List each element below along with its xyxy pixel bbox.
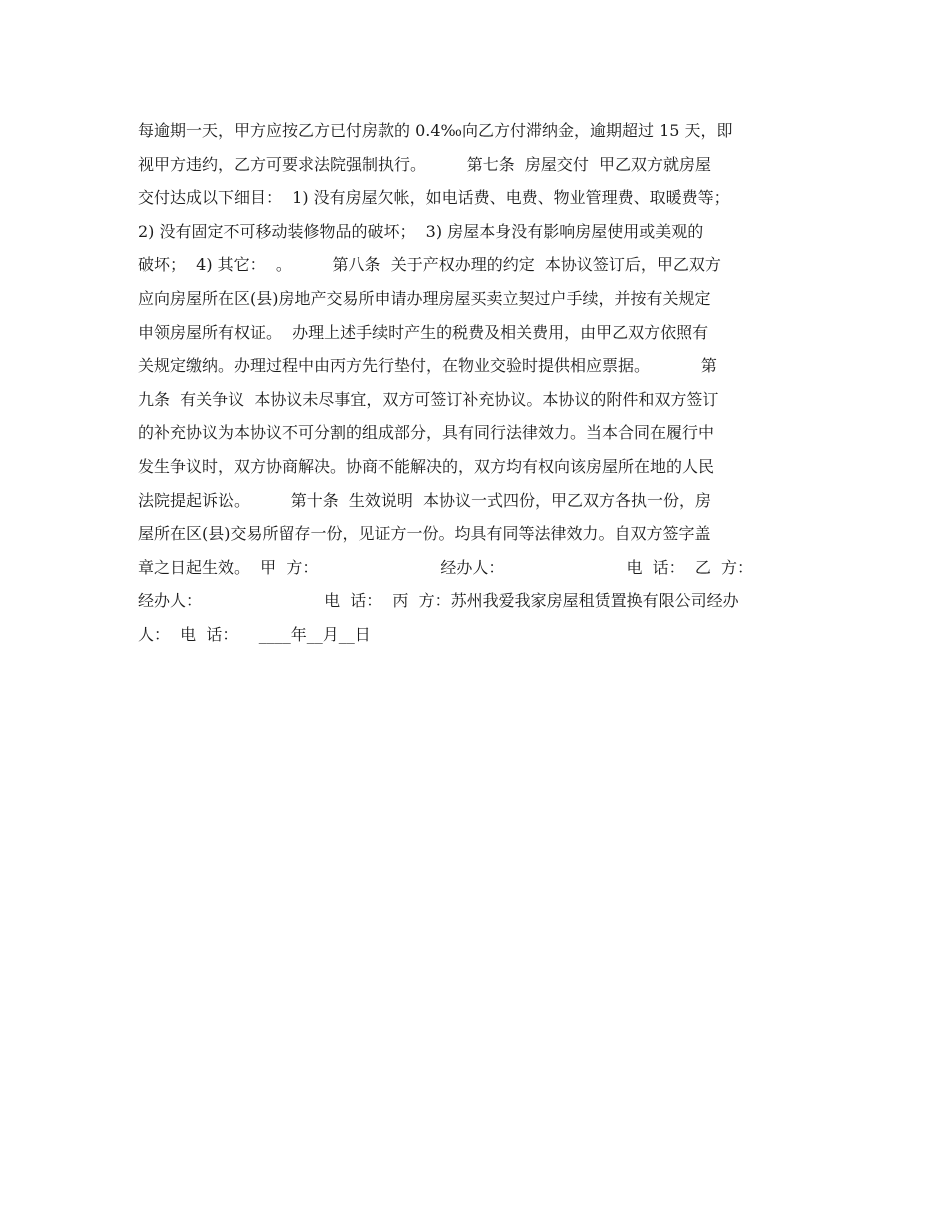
text-line-5: 破坏； 4) 其它： 。 第八条 关于产权办理的约定 本协议签订后，甲乙双方 bbox=[138, 255, 721, 275]
text-line-4: 2) 没有固定不可移动装修物品的破坏； 3) 房屋本身没有影响房屋使用或美观的 bbox=[138, 221, 704, 241]
text-line-13: 屋所在区(县)交易所留存一份，见证方一份。均具有同等法律效力。自双方签字盖 bbox=[138, 524, 711, 544]
contract-body-text bbox=[138, 114, 828, 652]
text-line-11: 发生争议时，双方协商解决。协商不能解决的，双方均有权向该房屋所在地的人民 bbox=[138, 456, 715, 476]
text-line-6: 应向房屋所在区(县)房地产交易所申请办理房屋买卖立契过户手续，并按有关规定 bbox=[138, 288, 711, 308]
text-line-12: 法院提起诉讼。 第十条 生效说明 本协议一式四份，甲乙双方各执一份，房 bbox=[138, 490, 712, 510]
text-line-7: 申领房屋所有权证。 办理上述手续时产生的税费及相关费用，由甲乙双方依照有 bbox=[138, 322, 709, 342]
text-line-1: 每逾期一天，甲方应按乙方已付房款的 0.4‰向乙方付滞纳金，逾期超过 15 天，即 bbox=[138, 121, 733, 140]
text-line-9: 九条 有关争议 本协议未尽事宜，双方可签订补充协议。本协议的附件和双方签订 bbox=[138, 389, 719, 409]
signature-line-party-c: 经办人： 电 话： 丙 方：苏州我爱我家房屋租赁置换有限公司经办 bbox=[138, 591, 739, 611]
text-line-3: 交付达成以下细目： 1) 没有房屋欠帐，如电话费、电费、物业管理费、取暖费等； bbox=[138, 188, 730, 208]
signature-line-party-a: 章之日起生效。 甲 方： 经办人： 电 话： 乙 方： bbox=[138, 557, 753, 577]
text-line-8: 关规定缴纳。办理过程中由丙方先行垫付，在物业交验时提供相应票据。 第 bbox=[138, 356, 717, 376]
text-line-10: 的补充协议为本协议不可分割的组成部分，具有同行法律效力。当本合同在履行中 bbox=[138, 423, 715, 443]
signature-line-date: 人： 电 话： ____年__月__日 bbox=[138, 624, 371, 644]
text-line-2: 视甲方违约，乙方可要求法院强制执行。 第七条 房屋交付 甲乙双方就房屋 bbox=[138, 154, 712, 174]
